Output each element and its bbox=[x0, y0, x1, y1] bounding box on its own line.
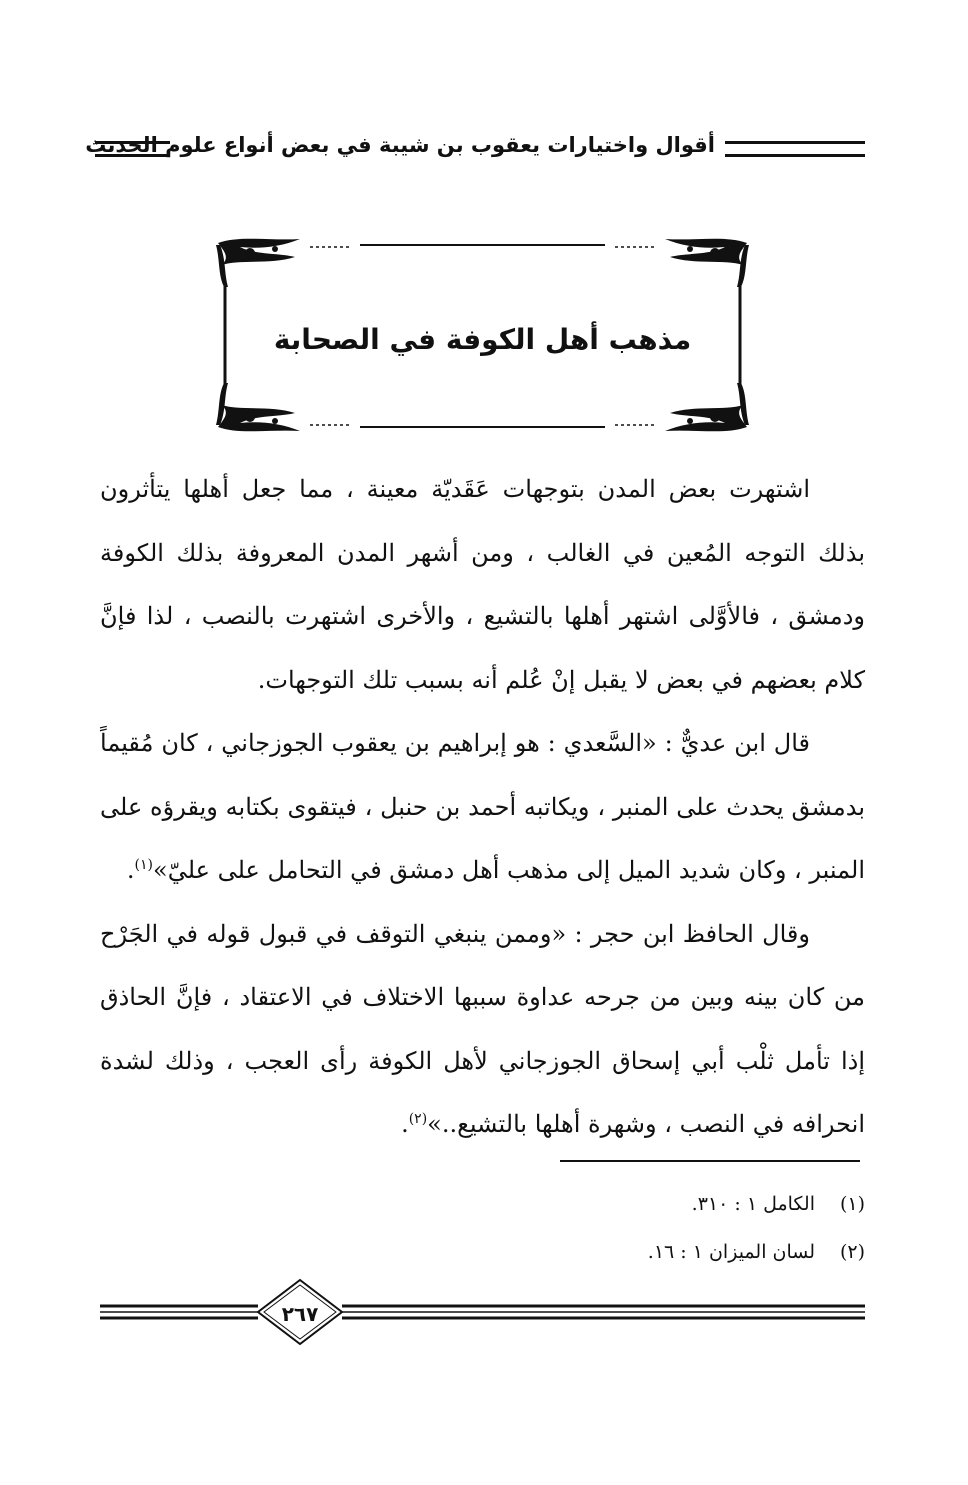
corner-ornament-top-right bbox=[665, 239, 749, 287]
running-title: أقوال واختيارات يعقوب بن شيبة في بعض أنواع علوم الحديث bbox=[85, 133, 715, 157]
section-title-frame bbox=[210, 235, 755, 435]
footnote-2-text: لسان الميزان ١ : ١٦. bbox=[647, 1241, 815, 1263]
paragraph-2-end: . bbox=[126, 856, 135, 884]
footnote-ref-1[interactable]: (١) bbox=[134, 857, 154, 873]
footnote-2-number: (٢) bbox=[839, 1241, 865, 1263]
running-header bbox=[85, 125, 865, 165]
paragraph-2 bbox=[100, 712, 865, 903]
paragraph-1: اشتهرت بعض المدن بتوجهات عَقَديّة معينة ، مما جعل أهلها يتأثرون بذلك التوجه المُعين في الغالب ، ومن أشهر المدن المعروفة بذلك الكوفة ودمشق ، فالأوَّلى اشتهر أهلها بالتشيع ، والأخرى اشتهرت بالنصب ، لذا فإنَّ كلام بعضهم في بعض لا يقبل إنْ عُلم أنه بسبب تلك التوجهات. bbox=[100, 475, 865, 694]
page-number: ٢٦٧ bbox=[281, 1302, 319, 1326]
corner-ornament-bottom-right bbox=[665, 383, 749, 431]
footnote-separator bbox=[560, 1160, 860, 1162]
footnote-1-number: (١) bbox=[839, 1193, 865, 1215]
body-text bbox=[100, 458, 865, 1157]
corner-ornament-top-left bbox=[216, 239, 300, 287]
footnote-1-text: الكامل ١ : ٣١٠. bbox=[691, 1193, 815, 1215]
paragraph-3-text: وقال الحافظ ابن حجر : «وممن ينبغي التوقف في قبول قوله في الجَرْح من كان بينه وبين من جرحه عداوة سببها الاختلاف في الاعتقاد ، فإنَّ الحاذق إذا تأمل ثلْب أبي إسحاق الجوزجاني لأهل الكوفة رأى العجب ، وذلك لشدة انحرافه في النصب ، وشهرة أهلها بالتشيع..» bbox=[100, 919, 865, 1138]
corner-ornament-bottom-left bbox=[216, 383, 300, 431]
header-rule-right bbox=[725, 141, 865, 157]
paragraph-3 bbox=[100, 903, 865, 1157]
section-title: مذهب أهل الكوفة في الصحابة bbox=[273, 323, 692, 356]
footnote-2 bbox=[400, 1228, 865, 1276]
paragraph-2-text: قال ابن عديٌّ : «السَّعدي : هو إبراهيم بن يعقوب الجوزجاني ، كان مُقيماً بدمشق يحدث على المنبر ، ويكاتبه أحمد بن حنبل ، فيتقوى بكتابه ويقرؤه على المنبر ، وكان شديد الميل إلى مذهب أهل دمشق في التحامل على عليّ» bbox=[100, 729, 865, 884]
footnote-1 bbox=[400, 1180, 865, 1228]
footnotes bbox=[400, 1180, 865, 1276]
paragraph-3-end: . bbox=[401, 1110, 409, 1138]
footnote-ref-2[interactable]: (٢) bbox=[408, 1111, 428, 1127]
footer-rule-with-diamond bbox=[100, 1278, 865, 1348]
page-footer bbox=[100, 1278, 865, 1348]
